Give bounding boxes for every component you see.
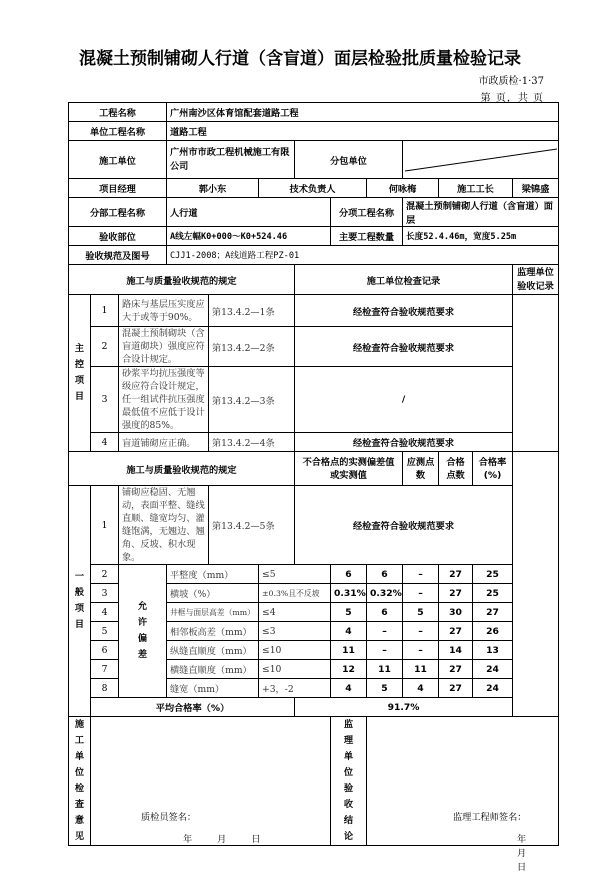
quantity-value: 长度52.4.46m，宽度5.25m (403, 227, 559, 246)
main-spec-header: 施工与质量验收规范的规定 (69, 265, 295, 295)
allow-label (119, 565, 167, 698)
supervisor-record-header: 监理单位验收记录 (513, 265, 559, 295)
deviation-2: 6 (367, 565, 403, 584)
deviation-2: – (367, 622, 403, 641)
division-label: 分部工程名称 (69, 198, 167, 227)
subitem-value: 混凝土预制铺砌人行道（含盲道）面层 (403, 198, 559, 227)
allow-label-text: 允许偏差 (137, 601, 148, 660)
should-count: 30 (439, 603, 473, 622)
general-item-no: 1 (91, 486, 119, 565)
main-item-text: 盲道铺砌应正确。 (119, 433, 209, 452)
unit-project-label: 单位工程名称 (69, 122, 167, 141)
contractor-opinion-label (69, 717, 91, 846)
main-item-text: 路床与基层压实度应大于或等于90%。 (119, 295, 209, 327)
should-count: 27 (439, 660, 473, 679)
main-item-result: 经检查符合验收规范要求 (295, 295, 513, 327)
deviation-2: – (367, 641, 403, 660)
engineer-signature-label: 监理工程师签名： (453, 812, 527, 823)
main-item-no: 3 (91, 367, 119, 433)
general-group-label (69, 486, 91, 717)
deviation-2: 11 (367, 660, 403, 679)
tolerance-row (69, 565, 559, 584)
main-item-text: 混凝土预制砌块（含盲道砌块）强度应符合设计规定。 (119, 327, 209, 367)
main-item-row (69, 367, 559, 433)
col-rate-header: 合格率(%) (473, 452, 513, 486)
tolerance-limit: +3，-2 (259, 679, 331, 698)
deviation-1: 4 (331, 622, 367, 641)
row-location (69, 227, 559, 246)
project-manager-label: 项目经理 (69, 179, 167, 198)
tolerance-limit: ≤10 (259, 641, 331, 660)
tolerance-no: 6 (91, 641, 119, 660)
deviation-1: 4 (331, 679, 367, 698)
spec-value: CJJ1-2008；A线道路工程PZ-01 (167, 246, 559, 265)
foreman-label: 施工工长 (439, 179, 513, 198)
inspection-form-table (68, 102, 559, 873)
project-name-value: 广州南沙区体育馆配套道路工程 (167, 103, 559, 122)
main-item-clause: 第13.4.2—4条 (209, 433, 295, 452)
main-item-clause: 第13.4.2—3条 (209, 367, 295, 433)
main-item-text: 砂浆平均抗压强度等级应符合设计规定，任一组试件抗压强度最低值不应低于设计强度的85%。 (119, 367, 209, 433)
quantity-label: 主要工程数量 (331, 227, 403, 246)
pass-count: 24 (473, 660, 513, 679)
deviation-1: 11 (331, 641, 367, 660)
tolerance-name: 井框与面层高差（mm） (167, 603, 259, 622)
col-nonconform-header: 不合格点的实测偏差值或实测值 (295, 452, 403, 486)
tolerance-limit: ≤4 (259, 603, 331, 622)
document-title: 混凝土预制铺砌人行道（含盲道）面层检验批质量检验记录 (79, 49, 521, 69)
tolerance-no: 8 (91, 679, 119, 698)
deviation-1: 0.31% (331, 584, 367, 603)
inspector-date: 年 月 日 (183, 834, 261, 845)
deviation-1: 12 (331, 660, 367, 679)
pass-count: 26 (473, 622, 513, 641)
unit-project-value: 道路工程 (167, 122, 559, 141)
main-item-no: 2 (91, 327, 119, 367)
deviation-3: 11 (403, 660, 439, 679)
tolerance-no: 2 (91, 565, 119, 584)
deviation-2: 0.32% (367, 584, 403, 603)
main-item-result: 经检查符合验收规范要求 (295, 327, 513, 367)
main-group-label (69, 295, 91, 452)
deviation-2: 6 (367, 603, 403, 622)
general-spec-header: 施工与质量验收规范的规定 (69, 452, 295, 486)
inspector-signature-label: 质检员签名： (141, 812, 197, 823)
main-item-clause: 第13.4.2—1条 (209, 295, 295, 327)
main-item-row (69, 433, 559, 452)
main-item-row (69, 327, 559, 367)
deviation-3: 4 (403, 679, 439, 698)
location-value: A线左幅K0+000～K0+524.46 (167, 227, 331, 246)
tolerance-name: 缝宽（mm） (167, 679, 259, 698)
deviation-3: 5 (403, 603, 439, 622)
supervisor-signature-cell (367, 717, 559, 873)
pass-count: 25 (473, 565, 513, 584)
pass-count: 13 (473, 641, 513, 660)
col-pass-header: 合格点数 (439, 452, 473, 486)
col-should-header: 应测点数 (403, 452, 439, 486)
deviation-3: – (403, 622, 439, 641)
should-count: 27 (439, 584, 473, 603)
general-item-row (69, 486, 559, 565)
spec-label: 验收规范及图号 (69, 246, 167, 265)
contractor-signature-cell (91, 717, 331, 846)
tolerance-name: 横缝直顺度（mm） (167, 660, 259, 679)
tolerance-name: 横坡（%） (167, 584, 259, 603)
subitem-label: 分项工程名称 (331, 198, 403, 227)
deviation-2: 5 (367, 679, 403, 698)
main-item-result: 经检查符合验收规范要求 (295, 433, 513, 452)
tolerance-no: 7 (91, 660, 119, 679)
blank-slash-line (403, 141, 559, 179)
location-label: 验收部位 (69, 227, 167, 246)
engineer-date: 年 月 日 (517, 834, 527, 873)
division-value: 人行道 (167, 198, 331, 227)
row-division (69, 198, 559, 227)
foreman-value: 梁锦盛 (513, 179, 559, 198)
general-item-text: 铺砌应稳固、无翘动，表面平整、缝线直顺、缝宽均匀、灌缝饱满，无翘边、翘角、反坡、积水现象。 (119, 486, 209, 565)
general-group-text: 一般项目 (74, 571, 85, 630)
should-count: 27 (439, 622, 473, 641)
tolerance-limit: ≤10 (259, 660, 331, 679)
main-group-text: 主控项目 (74, 343, 85, 402)
row-general-header (69, 452, 559, 486)
main-item-no: 4 (91, 433, 119, 452)
row-signatures (69, 717, 559, 846)
average-rate-label: 平均合格率（%） (91, 698, 295, 717)
deviation-3: – (403, 565, 439, 584)
contractor-opinion-text: 施工单位检查意见 (74, 719, 85, 842)
supervisor-conclusion-text: 监理单位验收结论 (343, 719, 354, 842)
deviation-3: – (403, 584, 439, 603)
general-item-clause: 第13.4.2—5条 (209, 486, 295, 565)
row-project-name (69, 103, 559, 122)
tolerance-no: 5 (91, 622, 119, 641)
subcontractor-label: 分包单位 (295, 141, 403, 179)
should-count: 27 (439, 679, 473, 698)
tolerance-limit: ≤3 (259, 622, 331, 641)
contractor-value: 广州市市政工程机械施工有限公司 (167, 141, 295, 179)
general-supervisor-cell (513, 452, 559, 717)
pass-count: 25 (473, 584, 513, 603)
row-spec (69, 246, 559, 265)
tolerance-no: 3 (91, 584, 119, 603)
subcontractor-value (403, 141, 559, 179)
general-item-result: 经检查符合验收规范要求 (295, 486, 513, 565)
project-name-label: 工程名称 (69, 103, 167, 122)
main-item-no: 1 (91, 295, 119, 327)
row-main-header (69, 265, 559, 295)
tech-lead-label: 技术负责人 (259, 179, 367, 198)
deviation-1: 6 (331, 565, 367, 584)
deviation-1: 5 (331, 603, 367, 622)
tech-lead-value: 何咏梅 (367, 179, 439, 198)
should-count: 14 (439, 641, 473, 660)
main-check-header: 施工单位检查记录 (295, 265, 513, 295)
project-manager-value: 郭小东 (167, 179, 259, 198)
tolerance-no: 4 (91, 603, 119, 622)
row-contractor (69, 141, 559, 179)
main-item-result: / (295, 367, 513, 433)
page-info: 第 页，共 页 (480, 93, 544, 104)
tolerance-name: 相邻板高差（mm） (167, 622, 259, 641)
pass-count: 24 (473, 679, 513, 698)
should-count: 27 (439, 565, 473, 584)
pass-count: 27 (473, 603, 513, 622)
main-item-row (69, 295, 559, 327)
row-unit-project (69, 122, 559, 141)
contractor-label: 施工单位 (69, 141, 167, 179)
supervisor-conclusion-label (331, 717, 367, 846)
row-manager (69, 179, 559, 198)
row-average (69, 698, 559, 717)
average-rate-value: 91.7% (295, 698, 513, 717)
tolerance-name: 纵缝直顺度（mm） (167, 641, 259, 660)
tolerance-limit: ≤5 (259, 565, 331, 584)
main-item-clause: 第13.4.2—2条 (209, 327, 295, 367)
tolerance-limit: ±0.3%且不反坡 (259, 584, 331, 603)
deviation-3: – (403, 641, 439, 660)
tolerance-name: 平整度（mm） (167, 565, 259, 584)
document-code: 市政质检·1·37 (478, 76, 544, 87)
main-supervisor-cell (513, 295, 559, 452)
